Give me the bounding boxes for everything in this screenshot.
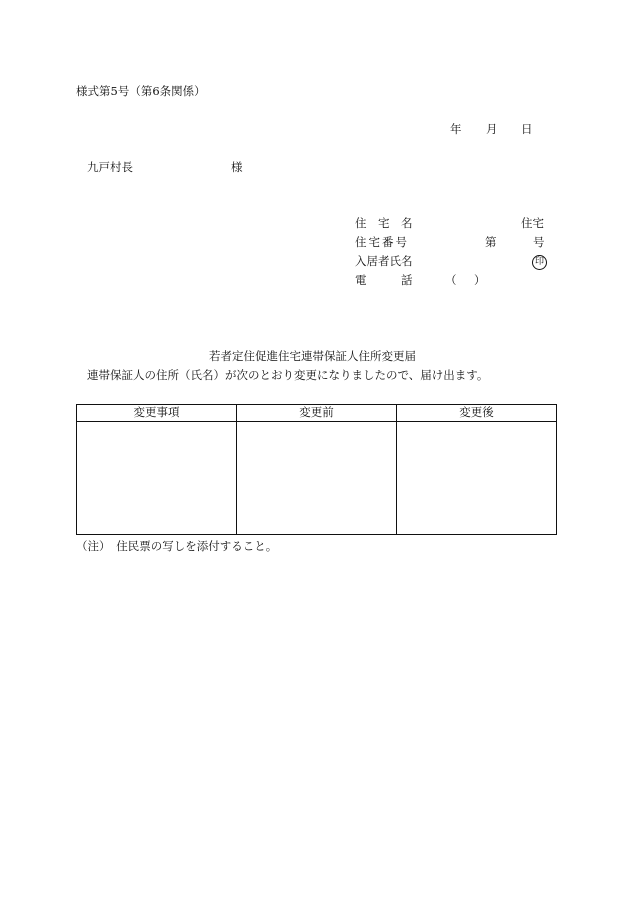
seal-mark: 印 (532, 255, 547, 270)
date-month: 月 (486, 122, 498, 136)
cell-before[interactable] (237, 422, 397, 535)
cell-after[interactable] (397, 422, 557, 535)
housing-name-label: 住 宅 名 (355, 216, 413, 230)
housing-name-suffix: 住宅 (521, 216, 544, 230)
date-year: 年 (450, 122, 462, 136)
footnote: （注） 住民票の写しを添付すること。 (76, 539, 278, 553)
changes-table (76, 404, 557, 535)
document-title: 若者定住促進住宅連帯保証人住所変更届 (209, 349, 416, 363)
housing-number-prefix: 第 (485, 235, 497, 249)
phone-paren-open: （ (445, 273, 457, 287)
cell-change-item[interactable] (77, 422, 237, 535)
addressee-name: 九戸村長 (87, 160, 133, 174)
housing-number-label: 住宅番号 (355, 235, 409, 249)
table-row (77, 422, 557, 535)
phone-paren-close: ） (474, 273, 486, 287)
form-number: 様式第5号（第6条関係） (76, 84, 206, 98)
table-header-row (77, 405, 557, 422)
body-text: 連帯保証人の住所（氏名）が次のとおり変更になりましたので、届け出ます。 (87, 368, 489, 382)
addressee-honorific: 様 (231, 160, 243, 174)
date-day: 日 (521, 122, 533, 136)
header-after: 変更後 (397, 405, 557, 422)
resident-name-label: 入居者氏名 (355, 254, 413, 268)
housing-number-suffix: 号 (533, 235, 545, 249)
phone-label: 電 話 (355, 273, 413, 287)
header-change-item: 変更事項 (77, 405, 237, 422)
header-before: 変更前 (237, 405, 397, 422)
